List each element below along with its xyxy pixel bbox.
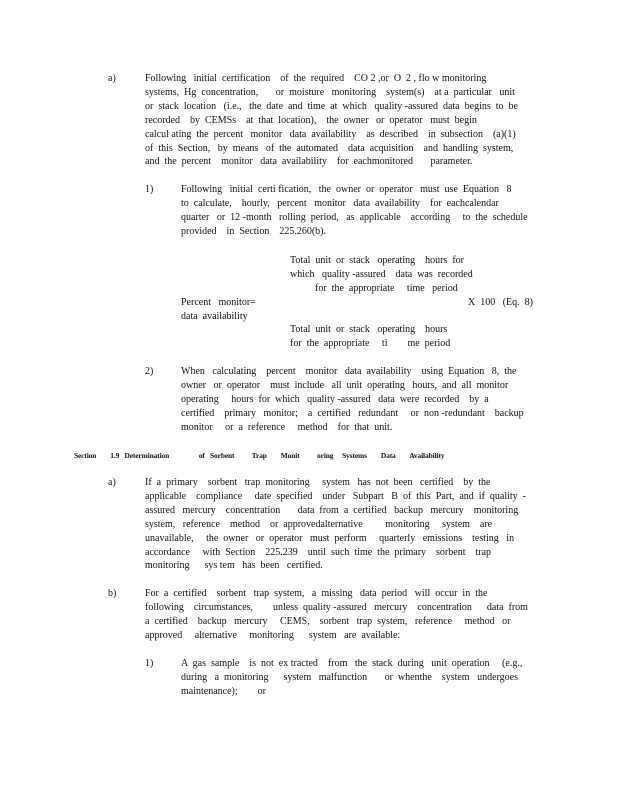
item-label-a: a): [108, 73, 116, 84]
equation-lhs: Percent monitor= data availability: [181, 297, 256, 322]
paragraph-1-gas-sample: A gas sample is not ex tracted from the stack during unit operation (e.g., during a monitoring system malfunction or whenthe system undergoes maintenance); or: [181, 658, 523, 697]
equation-rhs: X 100 (Eq. 8): [468, 297, 533, 308]
paragraph-2-operating-hours: When calculating percent monitor data availability using Equation 8, the owner or operator must include all unit operating hours, and all monitor operating hours for which quality -assured data were recorded by a certified primary monitor; a certified redundant or non -redundant backup monitor or a reference method for that unit.: [181, 366, 524, 433]
item-label-1-gas-sample: 1): [145, 658, 154, 669]
paragraph-b-missing-data: For a certified sorbent trap system, a missing data period will occur in the following circumstances, unless quality -assured mercury concentration data from a certified backup mercury CEMS, sorbent trap system, reference method or approved alternative monitoring system are available:: [145, 588, 528, 641]
equation-denominator: Total unit or stack operating hours for the appropriate ti me period: [290, 324, 451, 349]
item-label-a-sorbent: a): [108, 477, 116, 488]
equation-numerator: Total unit or stack operating hours for which quality -assured data was recorded for the appropriate time period: [290, 255, 473, 294]
paragraph-a-sorbent-trap: If a primary sorbent trap monitoring system has not been certified by the applicable compliance date specified under Subpart B of this Part, and if quality - assured mercury concentration data from a certified backup mercury monitoring system, reference method or approvedalternative monitoring system are unavailable, the owner or operator must perform quarterly emissions testing in accordance with Section 225.239 until such time the primary sorbent trap monitoring sys tem has been certified.: [145, 477, 527, 572]
section-heading: Section 1.9 Determination of Sorbent Trap Monit oring Systems Data Availability: [74, 451, 445, 460]
item-label-2: 2): [145, 366, 154, 377]
paragraph-1-equation-8: Following initial certi fication, the owner or operator must use Equation 8 to calculate, hourly, percent monitor data availability for eachcalendar quarter or 12 -month rolling period, as applicable according to the schedule provided in Section 225.260(b).: [181, 184, 528, 237]
paragraph-a-initial-certification: Following initial certification of the required CO 2 ,or O 2 , flo w monitoring systems, Hg concentration, or moisture monitoring system(s) at a particular unit or stack location (i.e., the date and time at which quality -assured data begins to be recorded by CEMSs at that location), the owner or operator must begin calcul ating the percent monitor data availability as described in subsection (a)(1) of this Section, by means of the automated data acquisition and handling system, and the percent monitor data availability for eachmonitored parameter.: [145, 73, 518, 168]
item-label-1: 1): [145, 184, 154, 195]
item-label-b: b): [108, 588, 117, 599]
